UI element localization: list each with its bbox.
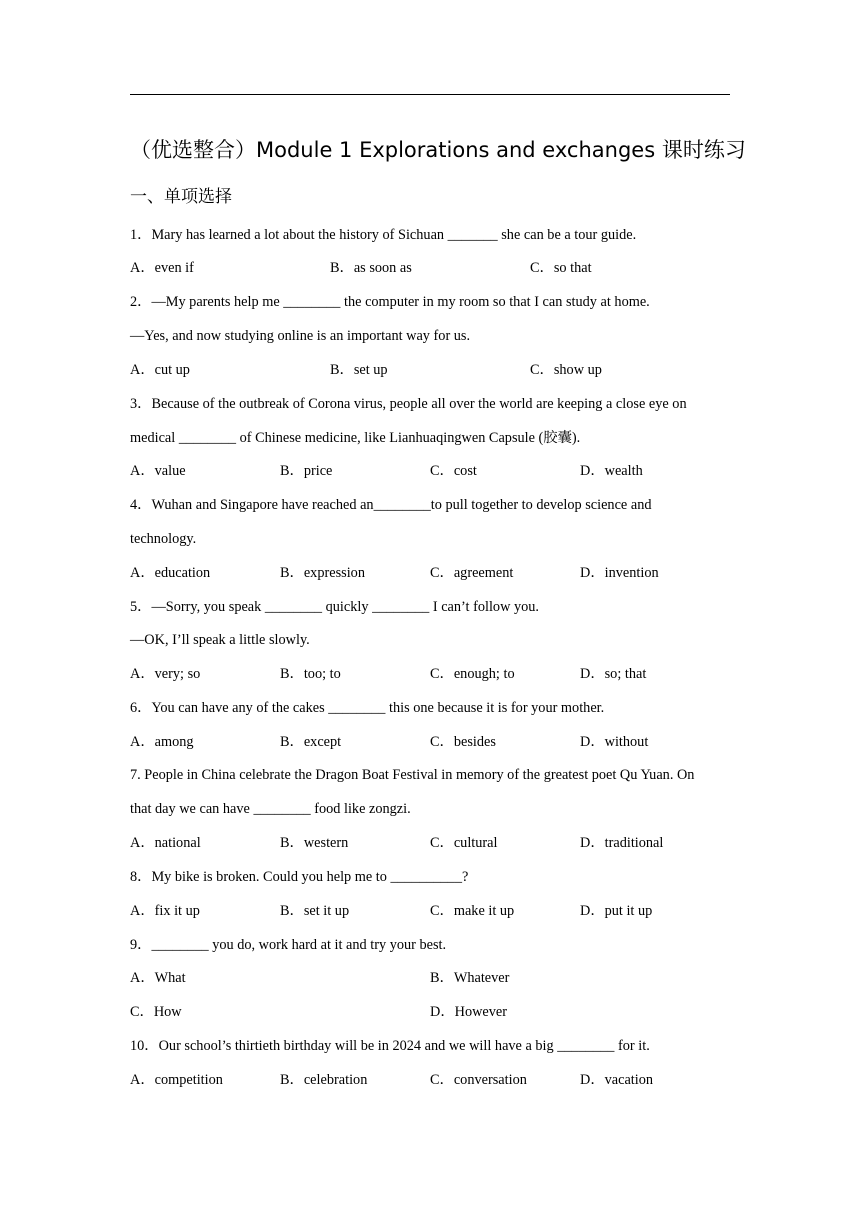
question-9-option-a: A．What: [130, 970, 186, 986]
question-10-stem: 10．Our school’s thirtieth birthday will be in 2024 and we will have a big ________ for it.: [130, 1038, 650, 1054]
question-6-option-d: D．without: [580, 734, 649, 750]
question-3-option-b: B．price: [280, 463, 333, 479]
question-8-option-c: C．make it up: [430, 903, 515, 919]
question-4-option-b: B．expression: [280, 565, 365, 581]
page-title: （优选整合）Module 1 Explorations and exchanges 课时练习: [130, 138, 746, 162]
question-3-option-c: C．cost: [430, 463, 477, 479]
question-7-stem-line2: that day we can have ________ food like zongzi.: [130, 801, 411, 817]
question-9-option-b: B．Whatever: [430, 970, 510, 986]
question-7-stem: 7. People in China celebrate the Dragon Boat Festival in memory of the greatest poet Qu Yuan. On: [130, 767, 695, 783]
question-4-option-d: D．invention: [580, 565, 659, 581]
question-4-option-c: C．agreement: [430, 565, 514, 581]
question-5-stem-line2: —OK, I’ll speak a little slowly.: [130, 632, 310, 648]
question-3-option-a: A．value: [130, 463, 186, 479]
question-7-option-d: D．traditional: [580, 835, 664, 851]
question-2-stem-line2: —Yes, and now studying online is an important way for us.: [130, 328, 471, 344]
question-10-option-d: D．vacation: [580, 1072, 654, 1088]
question-6-option-a: A．among: [130, 734, 194, 750]
question-7-option-c: C．cultural: [430, 835, 498, 851]
question-1-option-c: C．so that: [530, 260, 592, 276]
question-8-option-a: A．fix it up: [130, 903, 200, 919]
question-6-stem: 6．You can have any of the cakes ________ this one because it is for your mother.: [130, 700, 605, 716]
question-5-option-a: A．very; so: [130, 666, 201, 682]
question-2-option-c: C．show up: [530, 362, 602, 378]
question-5-option-b: B．too; to: [280, 666, 341, 682]
question-10-option-c: C．conversation: [430, 1072, 527, 1088]
question-1-option-a: A．even if: [130, 260, 194, 276]
question-7-option-a: A．national: [130, 835, 201, 851]
section-heading: 一、单项选择: [130, 187, 232, 207]
question-6-option-c: C．besides: [430, 734, 496, 750]
question-3-stem: 3．Because of the outbreak of Corona virus, people all over the world are keeping a close eye on: [130, 396, 687, 412]
question-4-stem-line2: technology.: [130, 531, 197, 547]
question-6-option-b: B．except: [280, 734, 342, 750]
question-1-option-b: B．as soon as: [330, 260, 412, 276]
question-4-option-a: A．education: [130, 565, 211, 581]
header-rule: [130, 94, 730, 95]
question-5-option-d: D．so; that: [580, 666, 647, 682]
question-7-option-b: B．western: [280, 835, 349, 851]
question-2-stem: 2．—My parents help me ________ the computer in my room so that I can study at home.: [130, 294, 650, 310]
question-10-option-b: B．celebration: [280, 1072, 368, 1088]
question-9-option-c: C．How: [130, 1004, 182, 1020]
question-9-option-d: D．However: [430, 1004, 508, 1020]
question-5-stem: 5．—Sorry, you speak ________ quickly ________ I can’t follow you.: [130, 599, 540, 615]
question-10-option-a: A．competition: [130, 1072, 223, 1088]
question-3-stem-line2: medical ________ of Chinese medicine, like Lianhuaqingwen Capsule (胶囊).: [130, 430, 581, 446]
question-3-option-d: D．wealth: [580, 463, 643, 479]
question-9-stem: 9．________ you do, work hard at it and try your best.: [130, 937, 447, 953]
question-8-stem: 8．My bike is broken. Could you help me to __________?: [130, 869, 469, 885]
question-2-option-b: B．set up: [330, 362, 388, 378]
question-1-stem: 1．Mary has learned a lot about the history of Sichuan _______ she can be a tour guide.: [130, 227, 637, 243]
question-8-option-b: B．set it up: [280, 903, 350, 919]
question-8-option-d: D．put it up: [580, 903, 653, 919]
question-4-stem: 4．Wuhan and Singapore have reached an________to pull together to develop science and: [130, 497, 652, 513]
question-2-option-a: A．cut up: [130, 362, 190, 378]
question-5-option-c: C．enough; to: [430, 666, 515, 682]
